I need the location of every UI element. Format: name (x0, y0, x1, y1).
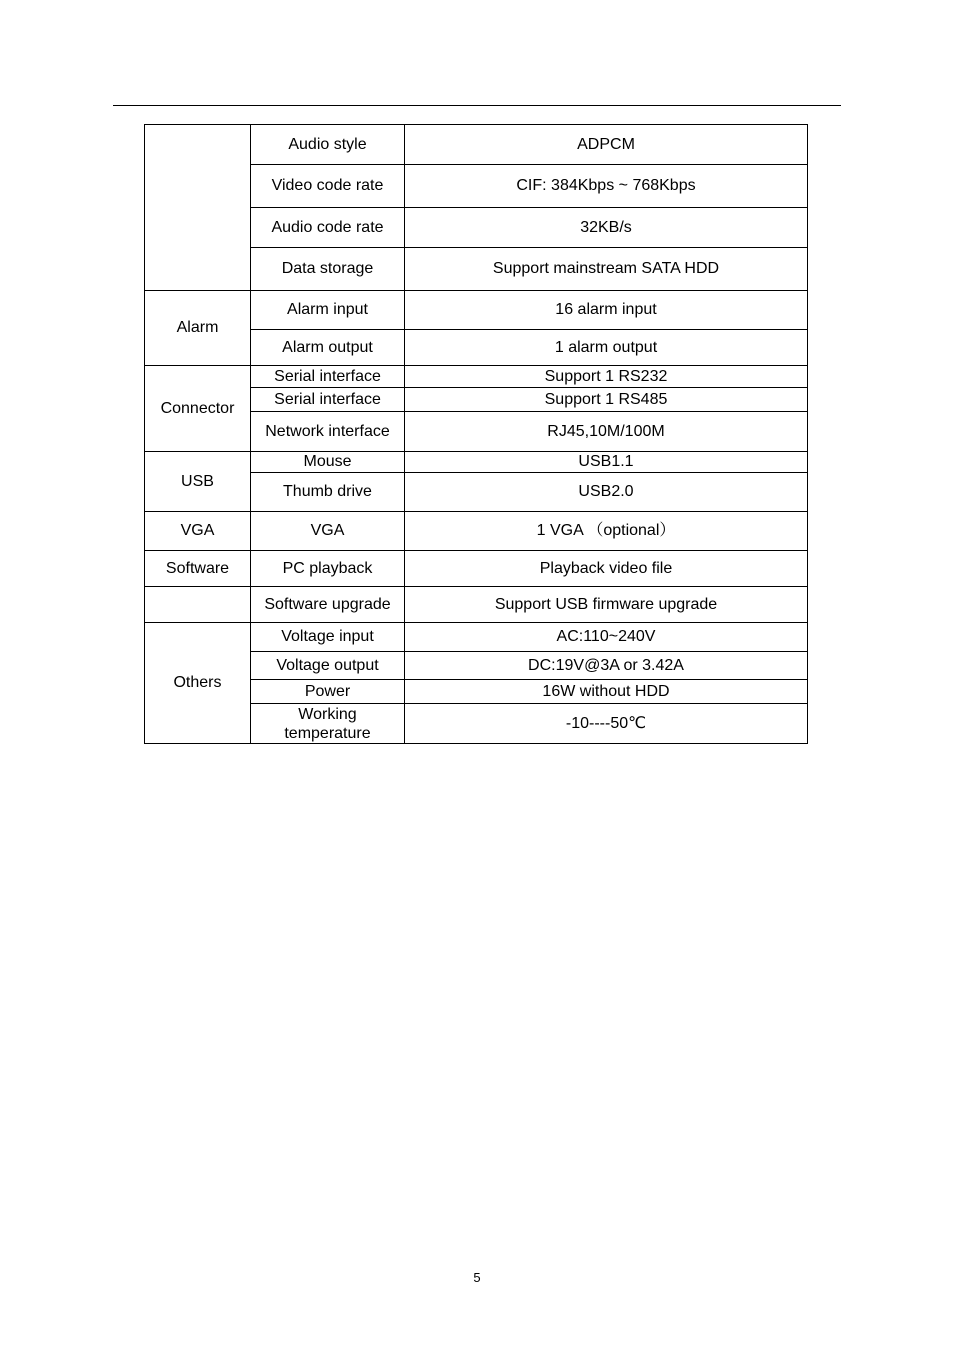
value-cell: Support mainstream SATA HDD (405, 248, 808, 291)
value-cell: CIF: 384Kbps ~ 768Kbps (405, 165, 808, 208)
table-row (145, 587, 808, 623)
value-cell: DC:19V@3A or 3.42A (405, 652, 808, 680)
item-cell: Alarm output (251, 330, 405, 366)
item-cell: Mouse (251, 452, 405, 473)
item-cell: Voltage output (251, 652, 405, 680)
item-cell: Network interface (251, 412, 405, 452)
item-cell: Alarm input (251, 291, 405, 330)
value-cell: Playback video file (405, 551, 808, 587)
item-cell: Software upgrade (251, 587, 405, 623)
page-number: 5 (473, 1270, 481, 1285)
table-row (145, 452, 808, 473)
item-cell: Working temperature (251, 704, 405, 744)
item-cell: Power (251, 680, 405, 704)
table-row (145, 125, 808, 165)
category-cell: Alarm (145, 291, 251, 366)
specification-table (144, 124, 808, 744)
item-cell: Audio style (251, 125, 405, 165)
value-cell: 1 VGA （optional） (405, 512, 808, 551)
value-cell: Support 1 RS232 (405, 366, 808, 388)
item-cell: Serial interface (251, 366, 405, 388)
value-cell: USB1.1 (405, 452, 808, 473)
category-cell: Connector (145, 366, 251, 452)
item-cell: Data storage (251, 248, 405, 291)
value-cell: Support 1 RS485 (405, 388, 808, 412)
category-cell (145, 125, 251, 291)
value-cell: 16W without HDD (405, 680, 808, 704)
table-row (145, 291, 808, 330)
category-cell: Others (145, 623, 251, 744)
item-cell: Audio code rate (251, 208, 405, 248)
value-cell: USB2.0 (405, 473, 808, 512)
header-rule (113, 105, 841, 106)
table-row (145, 623, 808, 652)
value-cell: Support USB firmware upgrade (405, 587, 808, 623)
table-row (145, 512, 808, 551)
item-cell: Video code rate (251, 165, 405, 208)
category-cell (145, 587, 251, 623)
item-cell: VGA (251, 512, 405, 551)
item-cell: Thumb drive (251, 473, 405, 512)
category-cell: VGA (145, 512, 251, 551)
value-cell: RJ45,10M/100M (405, 412, 808, 452)
table-row (145, 551, 808, 587)
value-cell: ADPCM (405, 125, 808, 165)
item-cell: Voltage input (251, 623, 405, 652)
item-cell: Serial interface (251, 388, 405, 412)
value-cell: 16 alarm input (405, 291, 808, 330)
value-cell: 1 alarm output (405, 330, 808, 366)
value-cell: -10----50℃ (405, 704, 808, 744)
value-cell: AC:110~240V (405, 623, 808, 652)
table-row (145, 366, 808, 388)
value-cell: 32KB/s (405, 208, 808, 248)
category-cell: Software (145, 551, 251, 587)
item-cell: PC playback (251, 551, 405, 587)
category-cell: USB (145, 452, 251, 512)
